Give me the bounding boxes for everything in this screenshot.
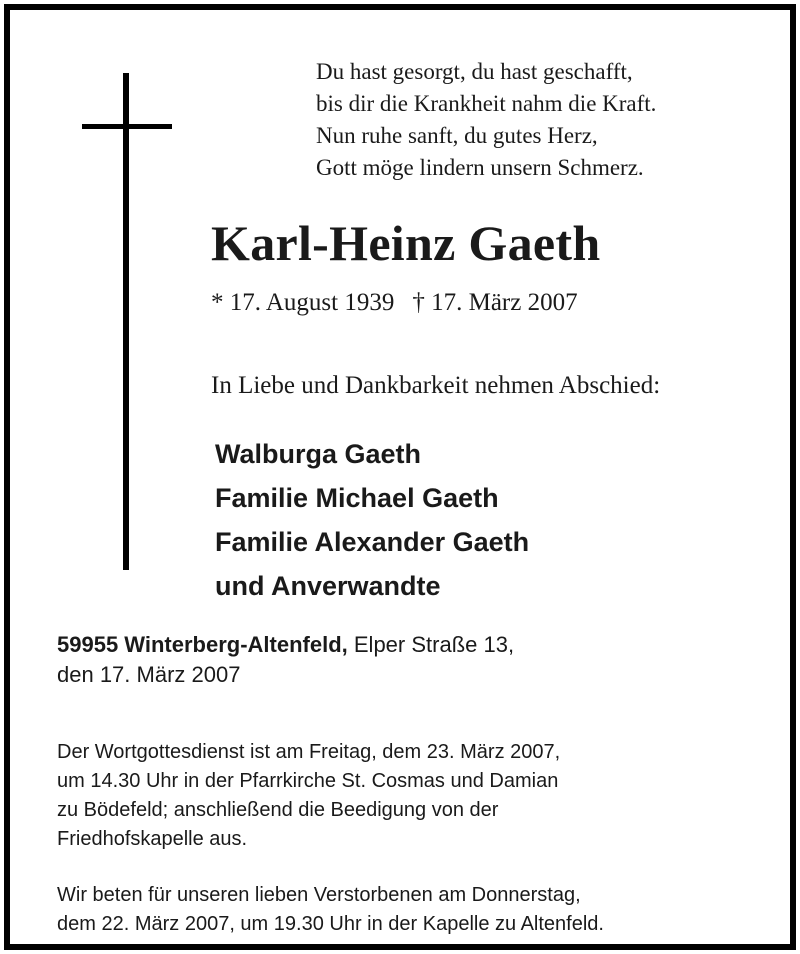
death-date: † 17. März 2007 <box>412 289 578 316</box>
mourners-list <box>215 432 529 608</box>
birth-date: * 17. August 1939 <box>211 289 395 316</box>
address-date: den 17. März 2007 <box>57 662 241 687</box>
service-line: Der Wortgottesdienst ist am Freitag, dem 23. März 2007, <box>57 741 561 763</box>
poem-line: bis dir die Krankheit nahm die Kraft. <box>316 91 657 116</box>
address-line <box>57 630 514 660</box>
service-notice <box>57 738 560 854</box>
prayer-line: Wir beten für unseren lieben Verstorbenen am Donnerstag, <box>57 884 581 906</box>
service-line: um 14.30 Uhr in der Pfarrkirche St. Cosmas und Damian <box>57 770 559 792</box>
prayer-notice <box>57 881 604 939</box>
life-dates <box>211 289 578 317</box>
mourner: Walburga Gaeth <box>215 439 422 469</box>
cross-icon <box>123 73 129 570</box>
prayer-line: dem 22. März 2007, um 19.30 Uhr in der Kapelle zu Altenfeld. <box>57 913 604 935</box>
service-line: Friedhofskapelle aus. <box>57 828 248 850</box>
poem-line: Nun ruhe sanft, du gutes Herz, <box>316 123 598 148</box>
obituary-frame <box>4 4 796 950</box>
mourner: und Anverwandte <box>215 571 441 601</box>
address-street: Elper Straße 13, <box>347 632 515 657</box>
deceased-name: Karl-Heinz Gaeth <box>211 215 601 271</box>
poem-line: Du hast gesorgt, du hast geschafft, <box>316 59 633 84</box>
address-place: 59955 Winterberg-Altenfeld, <box>57 632 348 657</box>
address-block <box>57 630 514 690</box>
poem-line: Gott möge lindern unsern Schmerz. <box>316 155 644 180</box>
service-line: zu Bödefeld; anschließend die Beedigung von der <box>57 799 499 821</box>
mourner: Familie Michael Gaeth <box>215 483 499 513</box>
poem <box>316 56 656 184</box>
cross-icon-crossbar <box>82 124 172 129</box>
farewell-line: In Liebe und Dankbarkeit nehmen Abschied: <box>211 372 661 399</box>
mourner: Familie Alexander Gaeth <box>215 527 530 557</box>
